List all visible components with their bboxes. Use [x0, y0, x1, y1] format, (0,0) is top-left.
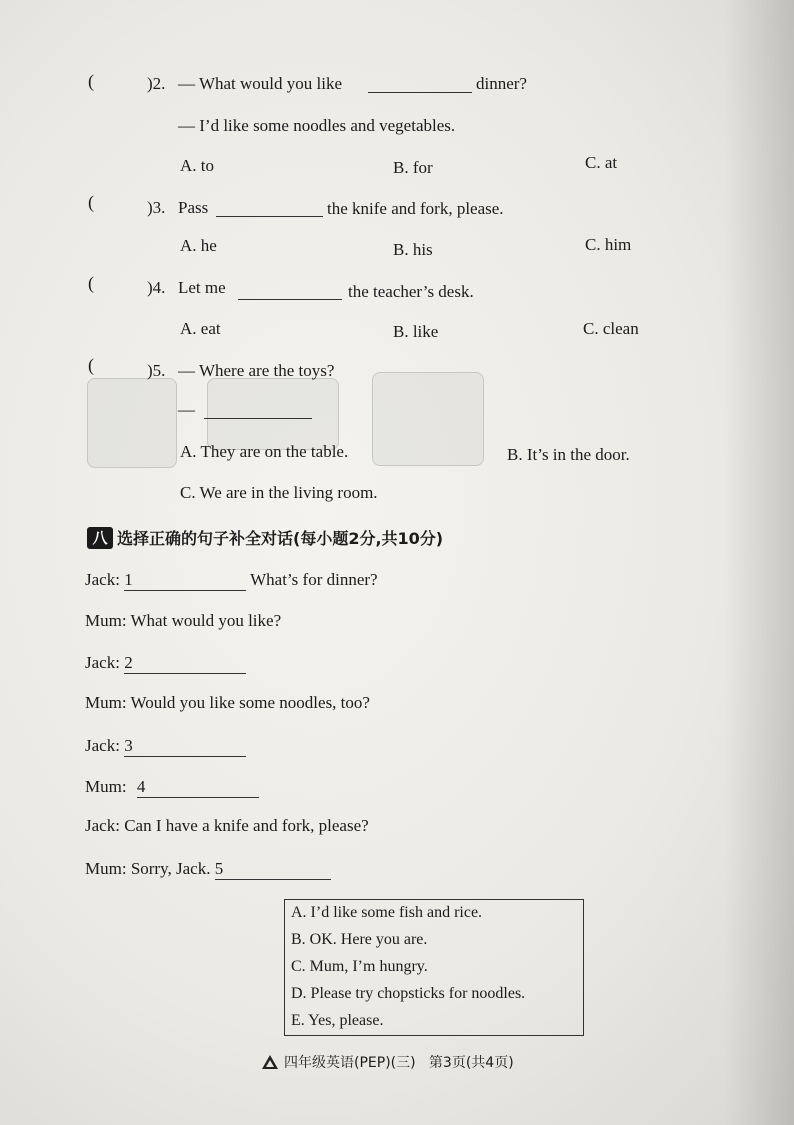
- question-reply: — I’d like some noodles and vegetables.: [178, 116, 456, 135]
- speaker: Jack:: [85, 736, 120, 755]
- question-stem: Let me: [178, 278, 226, 297]
- section-number-badge: 八: [87, 527, 113, 549]
- option-b: B. his: [393, 240, 433, 259]
- sentence-option-b: B. OK. Here you are.: [291, 931, 428, 948]
- dialogue-line: [85, 653, 246, 674]
- picture-bowl: [372, 372, 484, 466]
- question-stem-end: the knife and fork, please.: [327, 199, 504, 218]
- sentence-options-box: [284, 899, 584, 1036]
- question-stem-end: the teacher’s desk.: [348, 282, 474, 301]
- question-number: )3.: [147, 198, 166, 217]
- dialogue-text: Would you like some noodles, too?: [130, 693, 370, 712]
- blank-number: 4: [136, 777, 146, 796]
- answer-blank[interactable]: [137, 777, 259, 798]
- question-number: )5.: [147, 361, 166, 380]
- blank-number: 1: [124, 570, 133, 589]
- option-c: C. clean: [583, 319, 639, 338]
- answer-blank[interactable]: [124, 736, 246, 757]
- dialogue-line: [85, 816, 369, 836]
- sentence-option-a: A. I’d like some fish and rice.: [291, 904, 483, 921]
- option-a: A. eat: [180, 319, 221, 338]
- option-c: C. We are in the living room.: [180, 483, 378, 502]
- sentence-option-c: C. Mum, I’m hungry.: [291, 958, 428, 975]
- question-stem: — What would you like: [178, 74, 342, 93]
- question-number: )4.: [147, 278, 166, 297]
- blank-number: 2: [124, 653, 133, 672]
- speaker: Mum:: [85, 611, 127, 630]
- speaker: Mum:: [85, 777, 127, 796]
- dialogue-line: [85, 611, 281, 631]
- answer-blank[interactable]: [124, 653, 246, 674]
- dialogue-line: [85, 859, 331, 880]
- picture-table-with-food: [87, 378, 177, 468]
- section-heading: [87, 526, 443, 549]
- question-stem: Pass: [178, 198, 209, 217]
- option-b: B. It’s in the door.: [507, 445, 630, 464]
- option-a: A. They are on the table.: [180, 442, 349, 461]
- option-c: C. him: [585, 235, 632, 254]
- question-number: )2.: [147, 74, 166, 93]
- answer-paren: (: [88, 273, 94, 293]
- question-stem: — Where are the toys?: [178, 361, 335, 380]
- picture-food-plate: [207, 378, 339, 450]
- dialogue-text: What would you like?: [130, 611, 282, 630]
- dialogue-text: Sorry, Jack.: [130, 859, 211, 878]
- answer-blank[interactable]: [215, 859, 331, 880]
- option-a: A. he: [180, 236, 217, 255]
- dialogue-line: [85, 777, 259, 798]
- dialogue-text: What’s for dinner?: [250, 570, 378, 589]
- answer-blank[interactable]: [238, 299, 342, 300]
- option-b: B. for: [393, 158, 433, 177]
- section-title: 选择正确的句子补全对话(每小题2分,共10分): [117, 529, 444, 548]
- answer-blank[interactable]: [124, 570, 246, 591]
- answer-paren: (: [88, 192, 94, 212]
- answer-paren: (: [88, 355, 94, 375]
- speaker: Jack:: [85, 653, 120, 672]
- publisher-logo-icon: [262, 1055, 278, 1069]
- dialogue-text: Can I have a knife and fork, please?: [124, 816, 369, 835]
- option-c: C. at: [585, 153, 618, 172]
- page-footer: [262, 1052, 514, 1072]
- dialogue-line: [85, 736, 246, 757]
- answer-blank[interactable]: [368, 92, 472, 93]
- sentence-option-e: E. Yes, please.: [291, 1012, 384, 1029]
- answer-blank[interactable]: [216, 216, 323, 217]
- dialogue-line: [85, 693, 370, 713]
- footer-text: 四年级英语(PEP)(三) 第3页(共4页): [284, 1055, 514, 1071]
- reply-dash: —: [178, 400, 195, 419]
- question-stem-end: dinner?: [476, 74, 527, 93]
- blank-number: 3: [124, 736, 133, 755]
- answer-blank[interactable]: [204, 418, 312, 419]
- blank-number: 5: [214, 859, 224, 878]
- speaker: Jack:: [85, 816, 120, 835]
- page-shadow: [724, 0, 794, 1125]
- dialogue-line: [85, 570, 378, 591]
- answer-paren: (: [88, 71, 94, 91]
- speaker: Mum:: [85, 859, 127, 878]
- speaker: Jack:: [85, 570, 120, 589]
- speaker: Mum:: [85, 693, 127, 712]
- sentence-option-d: D. Please try chopsticks for noodles.: [291, 985, 526, 1002]
- option-b: B. like: [393, 322, 439, 341]
- option-a: A. to: [180, 156, 214, 175]
